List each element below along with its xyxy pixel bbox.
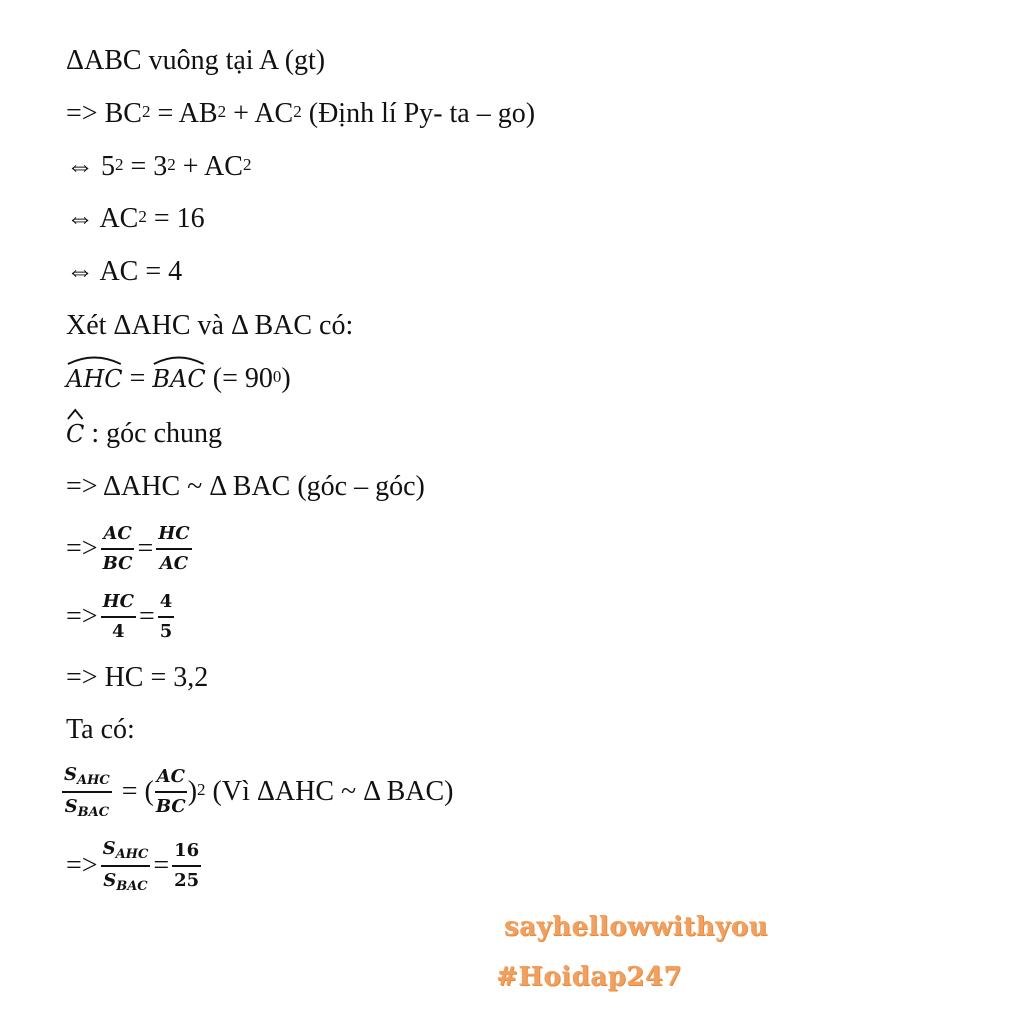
line-ac-value: ⇔ AC = 4	[66, 256, 183, 287]
angle-bac: BAC	[152, 362, 205, 396]
fraction-hc-ac: $\frac{HC}{AC}$	[158, 523, 190, 574]
fraction-area: $\frac{S_{AHC}}{S_{BAC}}$	[64, 764, 110, 820]
watermark-username: sayhellowwithyou	[504, 912, 769, 942]
line-substitute: ⇔ 5 $^2$ = 3 $^2$ + AC $^2$	[66, 151, 252, 182]
line-ratio: => $\frac{AC}{BC}$ = $\frac{HC}{AC}$	[66, 523, 190, 574]
angle-ahc: AHC	[66, 362, 123, 396]
line-area-ratio: $\frac{S_{AHC}}{S_{BAC}}$ = ( $\frac{AC}{BC}$ ) $^2$ (Vì ΔAHC ~ Δ BAC)	[64, 764, 454, 820]
watermark-hashtag: #Hoidap247	[496, 962, 683, 992]
line-pythagoras: => BC $^2$ = AB $^2$ + AC $^2$ (Định lí Py- ta – go)	[66, 98, 536, 129]
line-hc-value: => HC = 3,2	[66, 662, 209, 693]
line-triangle-right: ΔABC vuông tại A (gt)	[66, 45, 326, 76]
fraction-4-5: $\frac{4}{5}$	[159, 591, 173, 642]
line-common-angle: C : góc chung	[66, 417, 222, 451]
fraction-hc-4: $\frac{HC}{4}$	[102, 591, 134, 642]
line-consider: Xét ΔAHC và Δ BAC có:	[66, 310, 354, 341]
line-we-have: Ta có:	[66, 714, 135, 745]
angle-c: C	[66, 417, 84, 451]
fraction-16-25: $\frac{16}{25}$	[174, 840, 200, 891]
line-ac-squared: ⇔ AC $^2$ = 16	[66, 203, 205, 234]
fraction-area-2: $\frac{S_{AHC}}{S_{BAC}}$	[102, 838, 149, 894]
fraction-ac-bc: $\frac{AC}{BC}$	[102, 523, 133, 574]
line-equal-angles: AHC = BAC (= 90 $^0$ )	[66, 362, 291, 396]
line-ratio-values: => $\frac{HC}{4}$ = $\frac{4}{5}$	[66, 591, 173, 642]
line-similar: => ΔAHC ~ Δ BAC (góc – góc)	[66, 471, 425, 502]
fraction-ac-bc-2: $\frac{AC}{BC}$	[155, 766, 186, 817]
line-area-result: => $\frac{S_{AHC}}{S_{BAC}}$ = $\frac{16}{25}$	[66, 838, 200, 894]
